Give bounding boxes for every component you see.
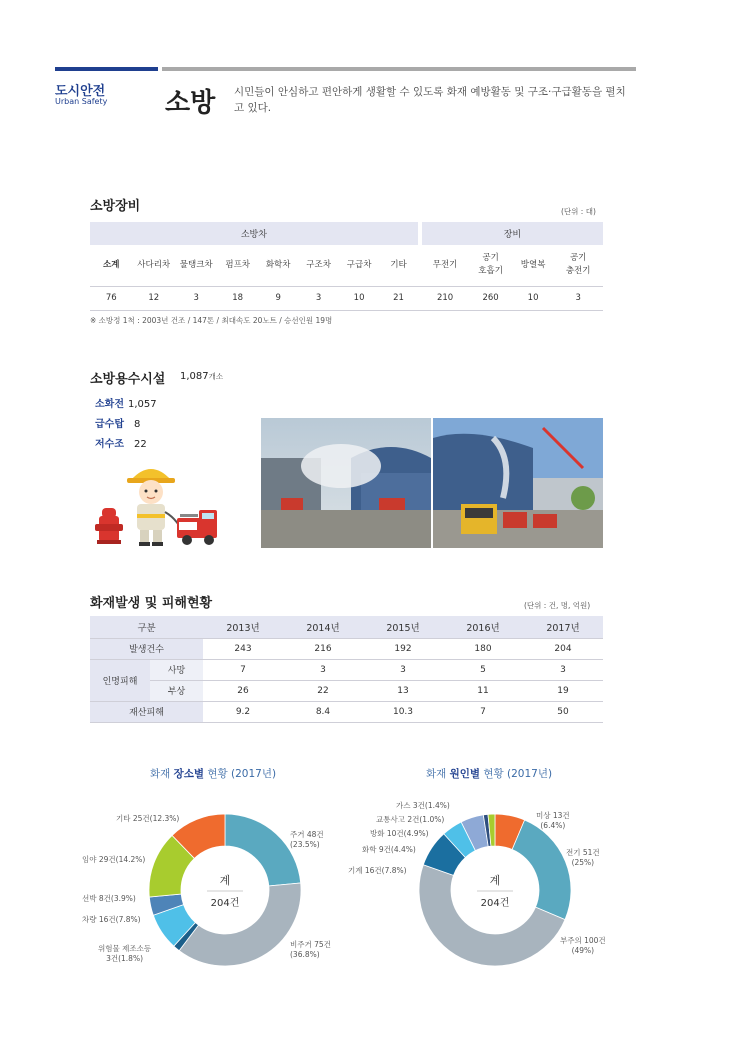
fire-drill-photo-1 — [261, 418, 431, 548]
row-sublabel: 부상 — [150, 680, 203, 701]
hydrant-icon — [95, 508, 123, 544]
hydrant-item: 저수조 22 — [95, 439, 147, 450]
fire-table — [90, 616, 603, 723]
cell-value: 3 — [193, 293, 199, 303]
table-row: 발생건수 243 216 192 180 204 — [90, 638, 603, 659]
chart-title-cause: 화재 원인별 현황 (2017년) — [426, 768, 553, 780]
label-forest: 임야 29건(14.2%) — [82, 855, 146, 864]
center-label: 계 — [489, 874, 501, 887]
chart-title-location: 화재 장소별 현황 (2017년) — [150, 768, 277, 780]
center-value: 204건 — [480, 898, 510, 909]
col-header: 소계 — [103, 259, 120, 270]
label-electric: 전기 51건 (25%) — [566, 848, 600, 867]
col-header: 2017년 — [523, 616, 603, 638]
header-accent-bar — [55, 67, 158, 71]
col-header: 사다리차 — [137, 259, 171, 270]
center-value: 204건 — [210, 898, 240, 909]
label-unknown: 미상 13건 (6.4%) — [536, 811, 570, 830]
cell-value: 3 — [575, 293, 581, 303]
donut-hole — [182, 847, 268, 933]
cell-value: 9 — [275, 293, 281, 303]
cell-value: 210 — [436, 293, 454, 303]
hydrant-item: 급수탑 8 — [95, 419, 141, 430]
row-label: 발생건수 — [90, 638, 203, 659]
label-vehicle: 차량 16건(7.8%) — [82, 915, 141, 924]
row-label: 인명피해 — [90, 659, 150, 701]
cell-value: 12 — [148, 293, 160, 303]
equipment-note: ※ 소방정 1척 : 2003년 건조 / 147톤 / 최대속도 20노트 / 승선인원 19명 — [90, 316, 333, 325]
col-header: 기타 — [390, 259, 407, 270]
donut-chart-location — [145, 810, 305, 970]
col-header: 2013년 — [203, 616, 283, 638]
cell-value: 260 — [482, 293, 499, 303]
firefighter-icon — [127, 469, 185, 546]
fire-truck-icon — [177, 510, 217, 545]
row-label: 재산피해 — [90, 701, 203, 722]
equipment-title: 소방장비 — [90, 199, 141, 214]
cell-value: 3 — [315, 293, 322, 303]
equipment-unit: (단위 : 대) — [561, 207, 596, 216]
fire-title: 화재발생 및 피해현황 — [90, 596, 213, 611]
equipment-table — [90, 222, 603, 311]
hydrant-item: 소화전 1,057 — [95, 399, 157, 410]
col-header: 물탱크차 — [179, 259, 213, 270]
label-gas: 가스 3건(1.4%) — [396, 801, 450, 810]
label-arson: 방화 10건(4.9%) — [370, 829, 429, 838]
cell-value: 10 — [353, 293, 365, 303]
col-header-air-charger: 공기 충전기 — [565, 253, 591, 277]
col-header: 2016년 — [443, 616, 523, 638]
label-chemical: 화학 9건(4.4%) — [362, 845, 416, 854]
cell-value: 10 — [527, 293, 539, 303]
label-carelessness: 부주의 100건 (49%) — [560, 936, 606, 955]
group-equipment: 장비 — [503, 230, 522, 240]
hydrant-title: 소방용수시설 — [90, 372, 166, 387]
col-header: 펌프차 — [225, 259, 250, 270]
col-header: 구조차 — [306, 259, 331, 270]
center-label: 계 — [219, 874, 231, 887]
col-header: 구분 — [90, 616, 203, 638]
hydrant-total: 1,087개소 — [180, 371, 224, 382]
col-header-air-breather: 공기 호흡기 — [478, 253, 503, 277]
col-header: 2014년 — [283, 616, 363, 638]
col-header: 화학차 — [265, 259, 291, 270]
table-row: 재산피해 9.2 8.4 10.3 7 50 — [90, 701, 603, 722]
section-title-en: Urban Safety — [55, 97, 108, 106]
header-rule — [162, 67, 636, 71]
intro-text: 시민들이 안심하고 편안하게 생활할 수 있도록 화재 예방활동 및 구조·구급활동을 펼치고 있다. — [234, 86, 626, 114]
donut-chart-cause — [415, 810, 575, 970]
col-header: 2015년 — [363, 616, 443, 638]
cell-value: 76 — [105, 293, 117, 303]
row-sublabel: 사망 — [150, 659, 203, 680]
fire-drill-photo-2 — [433, 418, 603, 548]
col-header: 구급차 — [346, 259, 372, 270]
label-ship: 선박 8건(3.9%) — [82, 894, 136, 903]
label-residential: 주거 48건 (23.5%) — [290, 830, 324, 849]
group-vehicles: 소방차 — [240, 230, 267, 240]
fire-unit: (단위 : 건, 명, 억원) — [524, 601, 591, 610]
table-row: 부상 26 22 13 11 19 — [90, 680, 603, 701]
label-traffic: 교통사고 2건(1.0%) — [376, 815, 445, 824]
label-hazard: 위험물 제조소등 3건(1.8%) — [98, 944, 152, 963]
cell-value: 18 — [232, 293, 244, 303]
page-title: 소방 — [165, 88, 216, 118]
col-header: 무전기 — [432, 259, 458, 270]
col-header: 방열복 — [520, 259, 546, 270]
firefighter-illustration — [93, 458, 223, 546]
label-nonresidential: 비주거 75건 (36.8%) — [290, 940, 331, 959]
section-title-ko: 도시안전 — [55, 84, 106, 99]
cell-value: 21 — [393, 293, 404, 303]
table-row: 인명피해 사망 7 3 3 5 3 — [90, 659, 603, 680]
label-etc: 기타 25건(12.3%) — [116, 814, 180, 823]
label-machine: 기계 16건(7.8%) — [348, 866, 407, 875]
donut-hole — [452, 847, 538, 933]
